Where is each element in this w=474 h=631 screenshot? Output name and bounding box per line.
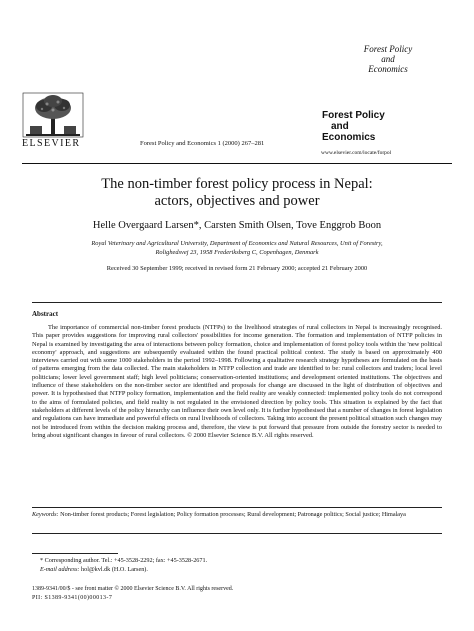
copyright-line: 1389-9341/00/$ - see front matter © 2000 Elsevier Science B.V. All rights reserved. [32, 586, 234, 592]
title-line2: actors, objectives and power [154, 193, 320, 209]
journal-box-line1: Forest Policy [322, 110, 385, 121]
header-rule [22, 163, 452, 164]
email-note [40, 566, 148, 573]
keywords-label: Keywords: [32, 511, 59, 518]
elsevier-tree-logo [22, 92, 84, 138]
article-title [0, 176, 474, 210]
pii-line: PII: S1389-9341(00)00013-7 [32, 595, 113, 601]
affiliation-line2: Rolighedsvej 23, 1958 Frederiksberg C, Copenhagen, Denmark [155, 248, 319, 256]
email-address: hol@kvl.dk (H.O. Larsen). [79, 566, 148, 573]
journal-title-line1: Forest Policy [363, 44, 413, 54]
affiliation-line1: Royal Veterinary and Agricultural University, Department of Economics and Natural Resources, Unit of Forestry, [91, 240, 383, 247]
journal-citation: Forest Policy and Economics 1 (2000) 267–281 [140, 140, 265, 147]
keywords-bottom-rule [32, 533, 442, 534]
abstract-heading: Abstract [32, 310, 59, 318]
abstract-top-rule [32, 302, 442, 303]
footnote-rule [32, 553, 118, 554]
author-list: Helle Overgaard Larsen*, Carsten Smith Olsen, Tove Enggrob Boon [92, 220, 382, 231]
journal-title-line3: Economics [368, 64, 408, 74]
journal-url: www.elsevier.com/locate/forpol [321, 150, 392, 156]
journal-title-top [360, 44, 416, 74]
email-label: E-mail address: [40, 566, 80, 573]
corresponding-author-note: * Corresponding author. Tel.: +45-3528-2292; fax: +45-3528-2671. [40, 557, 208, 564]
keywords-list: Non-timber forest products; Forest legislation; Policy formation processes; Rural development; Patronage politics; Social justice; Himalaya [58, 511, 406, 518]
received-dates: Received 30 September 1999; received in revised form 21 February 2000; accepted 21 February 2000 [106, 265, 368, 272]
journal-title-line2: and [381, 54, 395, 64]
affiliation [40, 240, 434, 257]
journal-box-line2: and [331, 121, 349, 132]
journal-box-line3: Economics [322, 132, 376, 143]
publisher-name: ELSEVIER [22, 138, 81, 149]
title-line1: The non-timber forest policy process in Nepal: [101, 176, 373, 192]
abstract-body: The importance of commercial non-timber forest products (NTFPs) to the livelihood strategies of rural collectors in Nepal is increasingly recognised. This paper provides suggestions for improving rural collectors' possibilities for income generation. The formation and implementation of NTFP policies in Nepal is examined by investigating the area of interactions between policy formation, choice and implementation of forest policy tools within the 'new political economy' approach, and suggestions are subsequently evaluated within the found practical political context. The study is based on approximately 400 interviews carried out with some 1000 stakeholders in the period 1992–1998. Following a qualitative research strategy hypotheses are formulated on the basis of patterns emerging from the data collected. The main stakeholders in NTFP collection and trade are identified to be: rural collectors and traders; local level politicians; lower level government staff; high level politicians; conservation-oriented institutions; and development oriented institutions. The objectives and influence of these stakeholders on the non-timber sector are identified and proposals for change are discussed in the light of distribution of objectives and power. It is hypothesised that NTFP policy formation, implementation and the field reality are weakly connected: implemented policy tools do not correspond to the aims of formulated policies, and field reality is not regulated in the envisioned direction by policy tools. This situation is explained by the fact that stakeholders at different levels of the policy hierarchy can influence their own level only. It is further hypothesised that a number of changes in forest legislation and regulations can have immediate and powerful effects on rural livelihoods of collectors. Taking into account the present political situation such changes may not be introduced from within the decision making process and, therefore, the view is put forward that pressure from outside the forestry sector is needed to bring about significant changes in favour of rural collectors. © 2000 Elsevier Science B.V. All rights reserved. [32, 324, 442, 439]
keywords-top-rule [32, 507, 442, 508]
journal-logo-box [322, 110, 417, 143]
keywords [32, 511, 442, 520]
